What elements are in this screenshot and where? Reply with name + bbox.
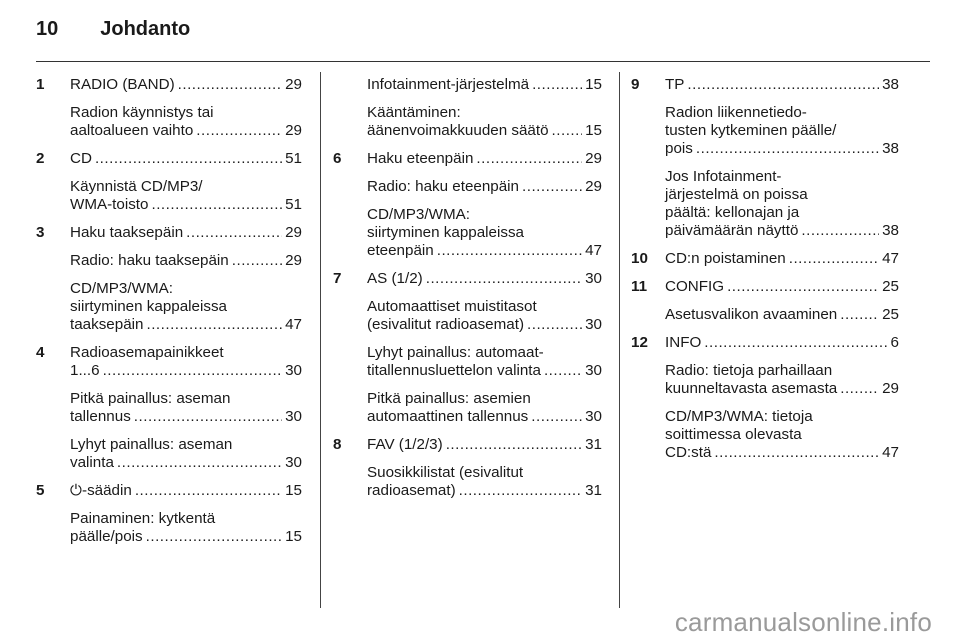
dot-leader bbox=[552, 122, 583, 140]
entry-label: siirtyminen kappaleissa bbox=[70, 298, 228, 315]
column-divider bbox=[619, 72, 620, 608]
entry-text bbox=[367, 464, 602, 500]
entry-label: Käynnistä CD/MP3/ bbox=[70, 178, 203, 195]
entry-label: Haku eteenpäin bbox=[367, 150, 474, 167]
entry-text bbox=[665, 408, 899, 462]
index-column-2 bbox=[333, 76, 602, 500]
entry-label: tusten kytkeminen päälle/ bbox=[665, 122, 837, 139]
entry-line bbox=[70, 390, 302, 408]
entry-label: Painaminen: kytkentä bbox=[70, 510, 216, 527]
index-subentry bbox=[36, 510, 302, 546]
item-number: 2 bbox=[36, 150, 45, 167]
dot-leader bbox=[704, 334, 887, 352]
page-reference: 30 bbox=[285, 362, 302, 379]
index-subentry bbox=[333, 344, 602, 380]
entry-text bbox=[665, 76, 899, 94]
entry-label: Lyhyt painallus: aseman bbox=[70, 436, 233, 453]
item-number bbox=[631, 362, 665, 398]
index-entry-2 bbox=[36, 150, 302, 168]
item-number: 10 bbox=[631, 250, 648, 267]
entry-line bbox=[367, 316, 602, 334]
entry-text bbox=[665, 168, 899, 240]
dot-leader bbox=[696, 140, 879, 158]
item-number: 3 bbox=[36, 224, 45, 241]
entry-label: kuunneltavasta asemasta bbox=[665, 380, 838, 397]
index-subentry bbox=[36, 178, 302, 214]
column-divider bbox=[320, 72, 321, 608]
index-entry-3 bbox=[36, 224, 302, 242]
dot-leader bbox=[232, 252, 282, 270]
entry-text bbox=[70, 252, 302, 270]
index-subentry bbox=[36, 280, 302, 334]
entry-label: Radion käynnistys tai bbox=[70, 104, 214, 121]
dot-leader bbox=[522, 178, 582, 196]
entry-label: automaattinen tallennus bbox=[367, 408, 529, 425]
page-reference: 29 bbox=[285, 122, 302, 139]
entry-line bbox=[665, 334, 899, 352]
entry-line bbox=[665, 426, 899, 444]
entry-text bbox=[665, 278, 899, 296]
entry-line bbox=[665, 362, 899, 380]
index-subentry bbox=[631, 408, 899, 462]
item-number: 1 bbox=[36, 76, 45, 93]
page-reference: 15 bbox=[285, 528, 302, 545]
page-reference: 51 bbox=[285, 196, 302, 213]
entry-label: CD:n poistaminen bbox=[665, 250, 786, 267]
entry-text bbox=[70, 280, 302, 334]
entry-line bbox=[367, 482, 602, 500]
entry-text bbox=[70, 510, 302, 546]
entry-label: Kääntäminen: bbox=[367, 104, 461, 121]
entry-label: päältä: kellonajan ja bbox=[665, 204, 800, 221]
page-reference: 29 bbox=[285, 224, 302, 241]
entry-label: Radion liikennetiedo- bbox=[665, 104, 807, 121]
item-number bbox=[36, 436, 70, 472]
index-entry-11 bbox=[631, 278, 899, 296]
entry-line bbox=[70, 298, 302, 316]
dot-leader bbox=[687, 76, 879, 94]
entry-label: Jos Infotainment- bbox=[665, 168, 782, 185]
entry-line bbox=[70, 104, 302, 122]
entry-text bbox=[367, 390, 602, 426]
entry-label: Radio: tietoja parhaillaan bbox=[665, 362, 833, 379]
entry-label: pois bbox=[665, 140, 693, 157]
entry-line bbox=[367, 122, 602, 140]
page-title: Johdanto bbox=[100, 18, 191, 40]
entry-line bbox=[70, 362, 302, 380]
index-subentry bbox=[333, 76, 602, 94]
entry-label: Asetusvalikon avaaminen bbox=[665, 306, 838, 323]
index-subentry bbox=[631, 104, 899, 158]
item-number bbox=[36, 252, 70, 270]
entry-line bbox=[665, 122, 899, 140]
entry-text bbox=[367, 344, 602, 380]
entry-label: Radio: haku eteenpäin bbox=[367, 178, 519, 195]
index-subentry bbox=[333, 298, 602, 334]
entry-line bbox=[665, 408, 899, 426]
dot-leader bbox=[426, 270, 582, 288]
index-entry-6 bbox=[333, 150, 602, 168]
page-reference: 30 bbox=[585, 408, 602, 425]
entry-text bbox=[70, 482, 302, 500]
entry-text bbox=[367, 150, 602, 168]
entry-label: radioasemat) bbox=[367, 482, 456, 499]
entry-line bbox=[665, 278, 899, 296]
dot-leader bbox=[840, 306, 879, 324]
entry-label: Pitkä painallus: asemien bbox=[367, 390, 531, 407]
page-reference: 25 bbox=[882, 278, 899, 295]
entry-text bbox=[367, 206, 602, 260]
entry-line bbox=[665, 444, 899, 462]
page-reference: 29 bbox=[882, 380, 899, 397]
entry-label: Automaattiset muistitasot bbox=[367, 298, 537, 315]
entry-label: siirtyminen kappaleissa bbox=[367, 224, 525, 241]
entry-text bbox=[70, 178, 302, 214]
entry-line bbox=[367, 242, 602, 260]
entry-line bbox=[70, 454, 302, 472]
index-subentry bbox=[36, 104, 302, 140]
page-reference: 31 bbox=[585, 436, 602, 453]
page-reference: 15 bbox=[285, 482, 302, 499]
page-reference: 29 bbox=[285, 252, 302, 269]
item-number: 5 bbox=[36, 482, 45, 499]
item-number bbox=[631, 408, 665, 462]
dot-leader bbox=[801, 222, 879, 240]
page-reference: 47 bbox=[882, 250, 899, 267]
item-number: 9 bbox=[631, 76, 640, 93]
entry-label: RADIO (BAND) bbox=[70, 76, 175, 93]
index-entry-12 bbox=[631, 334, 899, 352]
item-number bbox=[333, 464, 367, 500]
item-number bbox=[36, 104, 70, 140]
page-reference: 47 bbox=[285, 316, 302, 333]
page-reference: 30 bbox=[585, 270, 602, 287]
entry-label: Haku taaksepäin bbox=[70, 224, 184, 241]
entry-label: CONFIG bbox=[665, 278, 725, 295]
entry-text bbox=[665, 362, 899, 398]
entry-text bbox=[367, 178, 602, 196]
entry-line bbox=[367, 344, 602, 362]
item-number bbox=[36, 510, 70, 546]
entry-text bbox=[367, 270, 602, 288]
entry-line bbox=[665, 186, 899, 204]
item-number bbox=[333, 206, 367, 260]
item-number: 11 bbox=[631, 278, 648, 295]
entry-label: tallennus bbox=[70, 408, 131, 425]
index-subentry bbox=[36, 436, 302, 472]
page-reference: 47 bbox=[585, 242, 602, 259]
entry-text bbox=[367, 298, 602, 334]
entry-line bbox=[70, 436, 302, 454]
entry-line bbox=[665, 222, 899, 240]
entry-label: Lyhyt painallus: automaat- bbox=[367, 344, 544, 361]
index-subentry bbox=[36, 390, 302, 426]
entry-text bbox=[70, 224, 302, 242]
entry-line bbox=[665, 76, 899, 94]
entry-text bbox=[367, 76, 602, 94]
dot-leader bbox=[714, 444, 879, 462]
page-reference: 29 bbox=[285, 76, 302, 93]
dot-leader bbox=[437, 242, 582, 260]
page-number: 10 bbox=[36, 18, 59, 40]
dot-leader bbox=[117, 454, 282, 472]
index-subentry bbox=[36, 252, 302, 270]
entry-line bbox=[367, 390, 602, 408]
dot-leader bbox=[532, 76, 582, 94]
entry-label: eteenpäin bbox=[367, 242, 434, 259]
entry-label: Infotainment-järjestelmä bbox=[367, 76, 530, 93]
entry-label: valinta bbox=[70, 454, 114, 471]
index-column-3 bbox=[631, 76, 899, 462]
entry-text bbox=[367, 104, 602, 140]
entry-line bbox=[70, 196, 302, 214]
index-subentry bbox=[631, 362, 899, 398]
entry-text bbox=[70, 76, 302, 94]
index-entry-10 bbox=[631, 250, 899, 268]
entry-label: Pitkä painallus: aseman bbox=[70, 390, 231, 407]
entry-label: päivämäärän näyttö bbox=[665, 222, 799, 239]
dot-leader bbox=[103, 362, 283, 380]
entry-label: päälle/pois bbox=[70, 528, 143, 545]
dot-leader bbox=[531, 408, 582, 426]
entry-label: WMA-toisto bbox=[70, 196, 149, 213]
entry-line bbox=[367, 150, 602, 168]
dot-leader bbox=[840, 380, 879, 398]
page-reference: 15 bbox=[585, 76, 602, 93]
entry-label: järjestelmä on poissa bbox=[665, 186, 808, 203]
item-number bbox=[333, 76, 367, 94]
entry-line bbox=[367, 104, 602, 122]
page-reference: 38 bbox=[882, 140, 899, 157]
item-number: 7 bbox=[333, 270, 342, 287]
page-reference: 47 bbox=[882, 444, 899, 461]
entry-line bbox=[367, 206, 602, 224]
dot-leader bbox=[446, 436, 582, 454]
entry-line bbox=[70, 76, 302, 94]
page-reference: 15 bbox=[585, 122, 602, 139]
index-entry-7 bbox=[333, 270, 602, 288]
page-reference: 38 bbox=[882, 76, 899, 93]
page-reference: 29 bbox=[585, 178, 602, 195]
entry-line bbox=[367, 298, 602, 316]
dot-leader bbox=[146, 528, 282, 546]
entry-text bbox=[70, 344, 302, 380]
entry-line bbox=[70, 408, 302, 426]
page-reference: 25 bbox=[882, 306, 899, 323]
entry-line bbox=[665, 140, 899, 158]
entry-label: äänenvoimakkuuden säätö bbox=[367, 122, 549, 139]
dot-leader bbox=[186, 224, 282, 242]
entry-line bbox=[70, 252, 302, 270]
dot-leader bbox=[146, 316, 282, 334]
index-column-1 bbox=[36, 76, 302, 546]
index-subentry bbox=[631, 168, 899, 240]
index-entry-1 bbox=[36, 76, 302, 94]
entry-line bbox=[70, 224, 302, 242]
index-entry-4 bbox=[36, 344, 302, 380]
entry-text bbox=[665, 306, 899, 324]
entry-line bbox=[70, 122, 302, 140]
dot-leader bbox=[178, 76, 282, 94]
entry-label: 1...6 bbox=[70, 362, 100, 379]
entry-line bbox=[367, 362, 602, 380]
entry-text bbox=[70, 104, 302, 140]
page-reference: 38 bbox=[882, 222, 899, 239]
item-number bbox=[631, 168, 665, 240]
index-subentry bbox=[333, 178, 602, 196]
item-number bbox=[36, 280, 70, 334]
entry-line bbox=[367, 270, 602, 288]
entry-line bbox=[367, 436, 602, 454]
entry-line bbox=[665, 250, 899, 268]
item-number bbox=[333, 104, 367, 140]
page-reference: 6 bbox=[890, 334, 899, 351]
entry-label: ⏻-säädin bbox=[70, 482, 132, 499]
dot-leader bbox=[459, 482, 582, 500]
item-number bbox=[333, 298, 367, 334]
entry-line bbox=[367, 178, 602, 196]
page-reference: 30 bbox=[285, 454, 302, 471]
dot-leader bbox=[134, 408, 282, 426]
header-rule bbox=[36, 61, 930, 62]
dot-leader bbox=[789, 250, 879, 268]
entry-line bbox=[367, 464, 602, 482]
item-number bbox=[36, 390, 70, 426]
page-reference: 30 bbox=[585, 362, 602, 379]
entry-label: TP bbox=[665, 76, 685, 93]
dot-leader bbox=[151, 196, 282, 214]
item-number: 6 bbox=[333, 150, 342, 167]
page-reference: 31 bbox=[585, 482, 602, 499]
item-number bbox=[631, 306, 665, 324]
entry-label: CD bbox=[70, 150, 92, 167]
entry-text bbox=[70, 436, 302, 472]
entry-line bbox=[665, 204, 899, 222]
entry-line bbox=[70, 528, 302, 546]
entry-line bbox=[70, 178, 302, 196]
index-entry-9 bbox=[631, 76, 899, 94]
dot-leader bbox=[135, 482, 282, 500]
entry-label: (esivalitut radioasemat) bbox=[367, 316, 524, 333]
entry-line bbox=[70, 344, 302, 362]
page-header bbox=[36, 18, 190, 48]
page-reference: 29 bbox=[585, 150, 602, 167]
item-number: 4 bbox=[36, 344, 45, 361]
entry-text bbox=[665, 104, 899, 158]
entry-text bbox=[665, 250, 899, 268]
entry-label: taaksepäin bbox=[70, 316, 144, 333]
entry-line bbox=[665, 380, 899, 398]
item-number bbox=[631, 104, 665, 158]
index-subentry bbox=[333, 464, 602, 500]
item-number: 12 bbox=[631, 334, 648, 351]
item-number bbox=[333, 178, 367, 196]
entry-line bbox=[70, 150, 302, 168]
entry-label: soittimessa olevasta bbox=[665, 426, 802, 443]
entry-line bbox=[70, 280, 302, 298]
index-subentry bbox=[333, 390, 602, 426]
entry-line bbox=[367, 408, 602, 426]
entry-text bbox=[367, 436, 602, 454]
entry-label: CD/MP3/WMA: tietoja bbox=[665, 408, 813, 425]
entry-label: CD/MP3/WMA: bbox=[70, 280, 173, 297]
dot-leader bbox=[476, 150, 582, 168]
page-reference: 30 bbox=[285, 408, 302, 425]
entry-line bbox=[70, 316, 302, 334]
entry-line bbox=[367, 76, 602, 94]
index-subentry bbox=[333, 206, 602, 260]
dot-leader bbox=[527, 316, 582, 334]
page-reference: 30 bbox=[585, 316, 602, 333]
index-subentry bbox=[631, 306, 899, 324]
entry-line bbox=[665, 168, 899, 186]
entry-label: CD/MP3/WMA: bbox=[367, 206, 470, 223]
entry-label: FAV (1/2/3) bbox=[367, 436, 443, 453]
item-number bbox=[333, 344, 367, 380]
entry-label: Radioasemapainikkeet bbox=[70, 344, 224, 361]
entry-line bbox=[665, 306, 899, 324]
entry-line bbox=[665, 104, 899, 122]
entry-label: INFO bbox=[665, 334, 702, 351]
entry-line bbox=[70, 510, 302, 528]
dot-leader bbox=[196, 122, 282, 140]
item-number bbox=[333, 390, 367, 426]
entry-line bbox=[70, 482, 302, 500]
index-entry-5 bbox=[36, 482, 302, 500]
watermark-text: carmanualsonline.info bbox=[674, 607, 932, 637]
entry-text bbox=[70, 150, 302, 168]
item-number bbox=[36, 178, 70, 214]
page-reference: 51 bbox=[285, 150, 302, 167]
entry-label: aaltoalueen vaihto bbox=[70, 122, 194, 139]
entry-label: AS (1/2) bbox=[367, 270, 423, 287]
item-number: 8 bbox=[333, 436, 342, 453]
dot-leader bbox=[95, 150, 282, 168]
entry-text bbox=[665, 334, 899, 352]
entry-label: Suosikkilistat (esivalitut bbox=[367, 464, 524, 481]
index-entry-8 bbox=[333, 436, 602, 454]
entry-label: titallennusluettelon valinta bbox=[367, 362, 541, 379]
entry-label: Radio: haku taaksepäin bbox=[70, 252, 229, 269]
dot-leader bbox=[544, 362, 582, 380]
index-subentry bbox=[333, 104, 602, 140]
dot-leader bbox=[727, 278, 879, 296]
entry-line bbox=[367, 224, 602, 242]
entry-label: CD:stä bbox=[665, 444, 712, 461]
entry-text bbox=[70, 390, 302, 426]
